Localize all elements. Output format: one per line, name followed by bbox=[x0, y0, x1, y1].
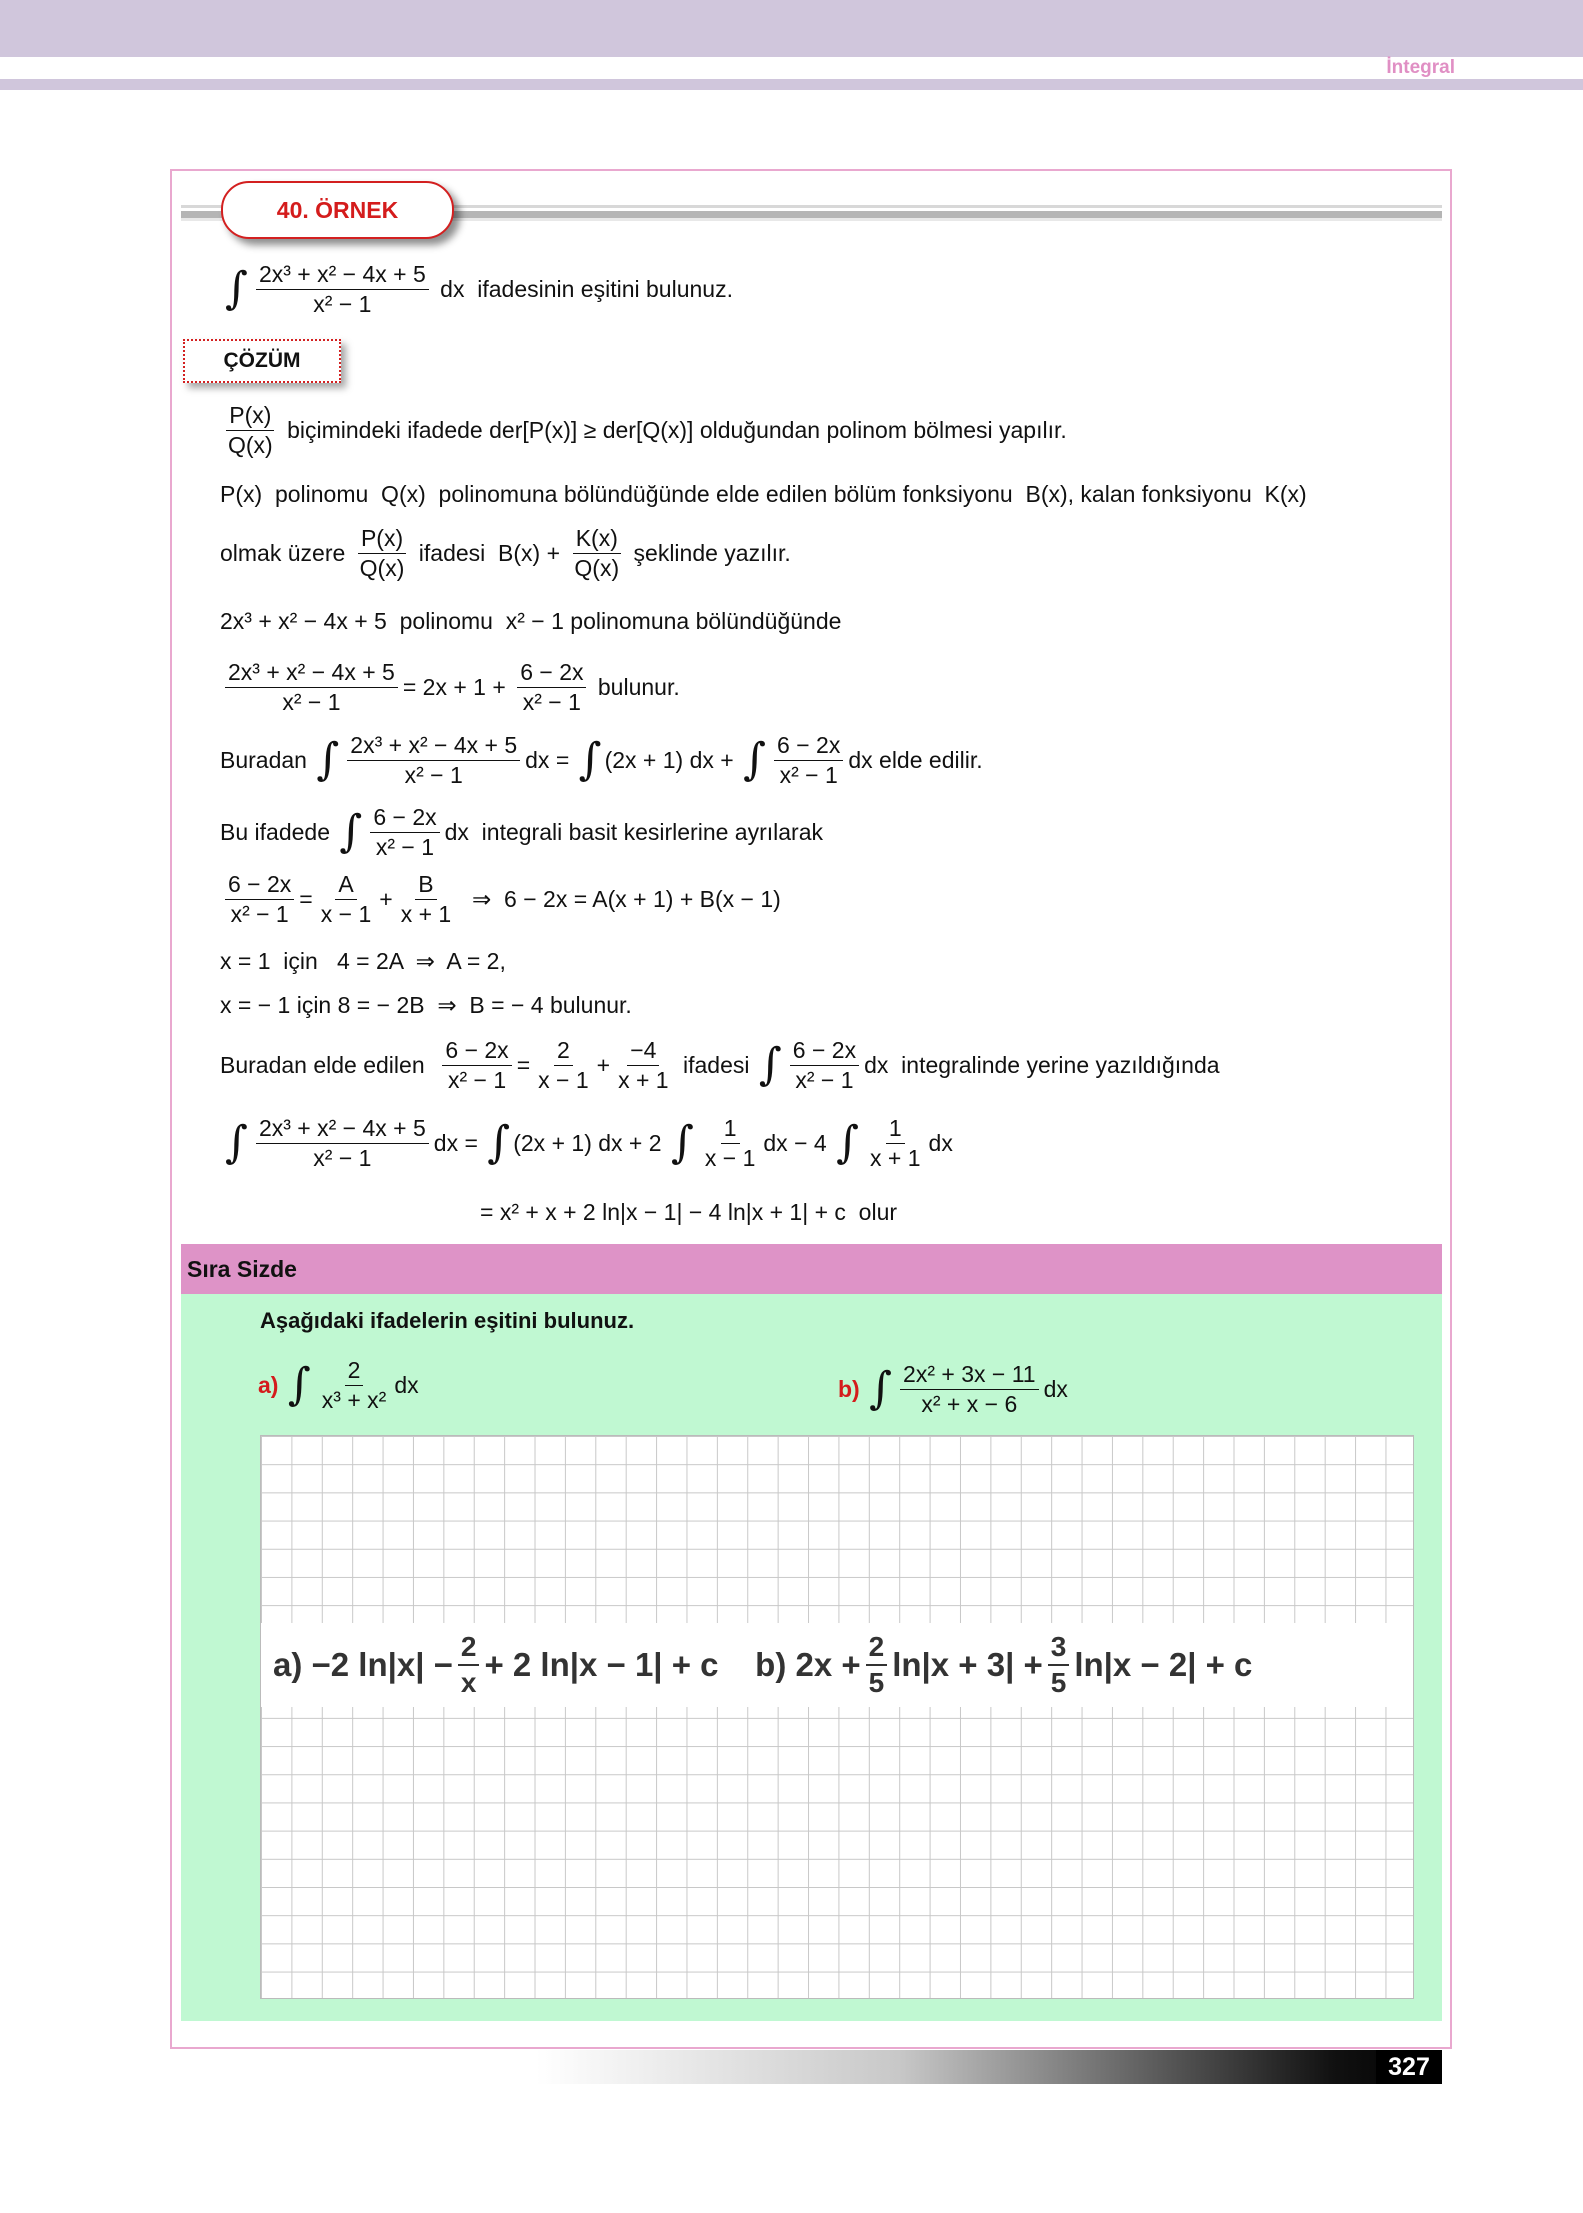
integral-sign: ∫ bbox=[487, 1117, 511, 1168]
exercise-b bbox=[838, 1354, 1068, 1424]
solution-line bbox=[220, 395, 1067, 465]
denominator: x² − 1 bbox=[404, 761, 463, 788]
denominator: x² + x − 6 bbox=[921, 1390, 1018, 1417]
integral-sign: ∫ bbox=[339, 806, 363, 857]
footer-gradient-bar bbox=[536, 2050, 1442, 2084]
fraction bbox=[702, 1115, 759, 1171]
denominator: x³ + x² bbox=[321, 1386, 387, 1413]
denominator: x² − 1 bbox=[282, 688, 341, 715]
integral-sign: ∫ bbox=[287, 1359, 311, 1410]
math-text: + 2 ln|x − 1| + c b) 2x + bbox=[484, 1646, 861, 1683]
integral-sign: ∫ bbox=[316, 734, 340, 785]
numerator: 2x³ + x² − 4x + 5 bbox=[225, 659, 398, 687]
numerator: 2 bbox=[345, 1357, 364, 1385]
denominator: x + 1 bbox=[618, 1066, 669, 1093]
math-text: ifadesi bbox=[676, 1051, 756, 1078]
denominator: Q(x) bbox=[228, 431, 273, 458]
fraction bbox=[517, 659, 586, 715]
math-text: (2x + 1) dx + bbox=[604, 746, 741, 773]
denominator: x bbox=[460, 1667, 477, 1698]
numerator: 6 − 2x bbox=[225, 871, 294, 899]
math-text: dx integrali basit kesirlerine ayrılarak bbox=[444, 818, 823, 845]
integral-sign: ∫ bbox=[670, 1117, 694, 1168]
math-text: dx integralinde yerine yazıldığında bbox=[864, 1051, 1220, 1078]
fraction bbox=[318, 871, 375, 927]
math-text: = bbox=[516, 1051, 531, 1078]
math-text: şeklinde yazılır. bbox=[627, 539, 791, 566]
solution-line bbox=[220, 586, 841, 656]
fraction bbox=[225, 659, 398, 715]
fraction bbox=[866, 1631, 888, 1699]
fraction bbox=[442, 1037, 511, 1093]
numerator: 6 − 2x bbox=[442, 1037, 511, 1065]
example-problem bbox=[222, 254, 733, 324]
math-text: ln|x − 2| + c bbox=[1074, 1646, 1253, 1683]
numerator: K(x) bbox=[573, 525, 621, 553]
numerator: B bbox=[415, 871, 436, 899]
integral-sign: ∫ bbox=[743, 734, 767, 785]
numerator: 6 − 2x bbox=[370, 804, 439, 832]
math-text: Buradan elde edilen bbox=[220, 1051, 438, 1078]
denominator: x² − 1 bbox=[522, 688, 581, 715]
numerator: 3 bbox=[1048, 1631, 1070, 1666]
math-text: dx bbox=[1043, 1375, 1068, 1402]
numerator: 2 bbox=[554, 1037, 573, 1065]
numerator: 2x³ + x² − 4x + 5 bbox=[256, 261, 429, 289]
math-text: bulunur. bbox=[591, 673, 680, 700]
math-text: dx bbox=[928, 1129, 953, 1156]
page-number: 327 bbox=[1376, 2050, 1442, 2084]
numerator: 2x³ + x² − 4x + 5 bbox=[256, 1115, 429, 1143]
fraction bbox=[900, 1361, 1039, 1417]
math-text: 2x³ + x² − 4x + 5 polinomu x² − 1 polinomuna bölündüğünde bbox=[220, 607, 842, 634]
numerator: 2x³ + x² − 4x + 5 bbox=[347, 732, 520, 760]
integral-sign: ∫ bbox=[836, 1117, 860, 1168]
fraction bbox=[225, 402, 276, 458]
fraction bbox=[225, 871, 294, 927]
solution-line bbox=[222, 1108, 953, 1178]
fraction bbox=[256, 261, 429, 317]
denominator: 5 bbox=[1050, 1667, 1067, 1698]
math-text: dx elde edilir. bbox=[848, 746, 983, 773]
solution-line bbox=[220, 652, 680, 722]
numerator: 6 − 2x bbox=[517, 659, 586, 687]
math-text: = x² + x + 2 ln|x − 1| − 4 ln|x + 1| + c olur bbox=[480, 1198, 898, 1225]
denominator: x² − 1 bbox=[313, 290, 372, 317]
denominator: x² − 1 bbox=[447, 1066, 507, 1093]
item-label: a) bbox=[258, 1371, 285, 1398]
fraction bbox=[571, 525, 622, 581]
denominator: x² − 1 bbox=[779, 761, 838, 788]
fraction bbox=[319, 1357, 390, 1413]
math-text: dx = bbox=[433, 1129, 485, 1156]
fraction bbox=[357, 525, 408, 581]
numerator: 6 − 2x bbox=[790, 1037, 859, 1065]
fraction bbox=[1048, 1631, 1070, 1699]
numerator: 1 bbox=[721, 1115, 740, 1143]
math-text: olmak üzere bbox=[220, 539, 352, 566]
solution-line bbox=[220, 725, 983, 795]
integral-sign: ∫ bbox=[758, 1039, 782, 1090]
denominator: x + 1 bbox=[400, 900, 452, 927]
math-text: Buradan bbox=[220, 746, 314, 773]
answer-key bbox=[261, 1623, 1413, 1707]
exercise-a bbox=[258, 1350, 419, 1420]
item-label: b) bbox=[838, 1375, 867, 1402]
exercise-title: Sıra Sizde bbox=[181, 1244, 1442, 1294]
integral-sign: ∫ bbox=[869, 1363, 893, 1414]
solution-line bbox=[480, 1177, 897, 1247]
math-text: P(x) polinomu Q(x) polinomuna bölündüğünde elde edilen bölüm fonksiyonu B(x), kalan fonksiyonu K(x) bbox=[220, 480, 1307, 507]
example-badge: 40. ÖRNEK bbox=[221, 181, 454, 239]
exercise-instruction: Aşağıdaki ifadelerin eşitini bulunuz. bbox=[260, 1308, 635, 1333]
denominator: x − 1 bbox=[704, 1144, 756, 1171]
math-text: dx bbox=[394, 1371, 419, 1398]
solution-line bbox=[220, 518, 791, 588]
solution-line bbox=[220, 1030, 1220, 1100]
denominator: Q(x) bbox=[359, 554, 405, 581]
math-text: biçimindeki ifadede der[P(x)] ≥ der[Q(x)] olduğundan polinom bölmesi yapılır. bbox=[280, 416, 1067, 443]
denominator: 5 bbox=[868, 1667, 885, 1698]
solution-line bbox=[220, 797, 823, 867]
math-text: ln|x + 3| + bbox=[892, 1646, 1043, 1683]
fraction bbox=[370, 804, 439, 860]
denominator: x² − 1 bbox=[230, 900, 289, 927]
math-text: + bbox=[379, 885, 393, 912]
fraction bbox=[774, 732, 843, 788]
solution-line bbox=[220, 864, 781, 934]
numerator: 1 bbox=[886, 1115, 905, 1143]
math-text: ⇒ 6 − 2x = A(x + 1) + B(x − 1) bbox=[459, 885, 781, 912]
fraction bbox=[867, 1115, 924, 1171]
numerator: −4 bbox=[627, 1037, 659, 1065]
math-text: a) −2 ln|x| − bbox=[273, 1646, 453, 1683]
answer-grid bbox=[260, 1435, 1414, 1999]
numerator: P(x) bbox=[358, 525, 406, 553]
denominator: x − 1 bbox=[320, 900, 372, 927]
denominator: x² − 1 bbox=[313, 1144, 372, 1171]
math-text: dx ifadesinin eşitini bulunuz. bbox=[433, 275, 733, 302]
math-text: dx = bbox=[525, 746, 576, 773]
math-text: + bbox=[596, 1051, 611, 1078]
numerator: 2 bbox=[458, 1631, 480, 1666]
fraction bbox=[790, 1037, 859, 1093]
fraction bbox=[535, 1037, 592, 1093]
fraction bbox=[458, 1631, 480, 1699]
denominator: x − 1 bbox=[538, 1066, 589, 1093]
integral-sign: ∫ bbox=[225, 263, 248, 314]
denominator: x² − 1 bbox=[795, 1066, 854, 1093]
fraction bbox=[256, 1115, 429, 1171]
header-band bbox=[0, 0, 1583, 57]
math-text: (2x + 1) dx + 2 bbox=[513, 1129, 668, 1156]
denominator: x + 1 bbox=[870, 1144, 921, 1171]
numerator: 2 bbox=[866, 1631, 888, 1666]
numerator: P(x) bbox=[226, 402, 274, 430]
denominator: Q(x) bbox=[574, 554, 620, 581]
math-text: dx − 4 bbox=[763, 1129, 834, 1156]
fraction bbox=[615, 1037, 672, 1093]
math-text: Bu ifadede bbox=[220, 818, 337, 845]
header-band-lower bbox=[0, 79, 1583, 90]
math-text: x = − 1 için 8 = − 2B ⇒ B = − 4 bulunur. bbox=[220, 991, 632, 1018]
denominator: x² − 1 bbox=[375, 833, 435, 860]
section-title: İntegral bbox=[1386, 57, 1455, 78]
math-text: = bbox=[299, 885, 313, 912]
numerator: A bbox=[335, 871, 356, 899]
math-text: x = 1 için 4 = 2A ⇒ A = 2, bbox=[220, 947, 506, 974]
fraction bbox=[398, 871, 455, 927]
math-text: = 2x + 1 + bbox=[402, 673, 513, 700]
solution-badge: ÇÖZÜM bbox=[183, 339, 341, 383]
math-text: ifadesi B(x) + bbox=[412, 539, 567, 566]
numerator: 2x² + 3x − 11 bbox=[900, 1361, 1039, 1389]
integral-sign: ∫ bbox=[225, 1117, 248, 1168]
numerator: 6 − 2x bbox=[774, 732, 843, 760]
fraction bbox=[347, 732, 520, 788]
integral-sign: ∫ bbox=[578, 734, 602, 785]
